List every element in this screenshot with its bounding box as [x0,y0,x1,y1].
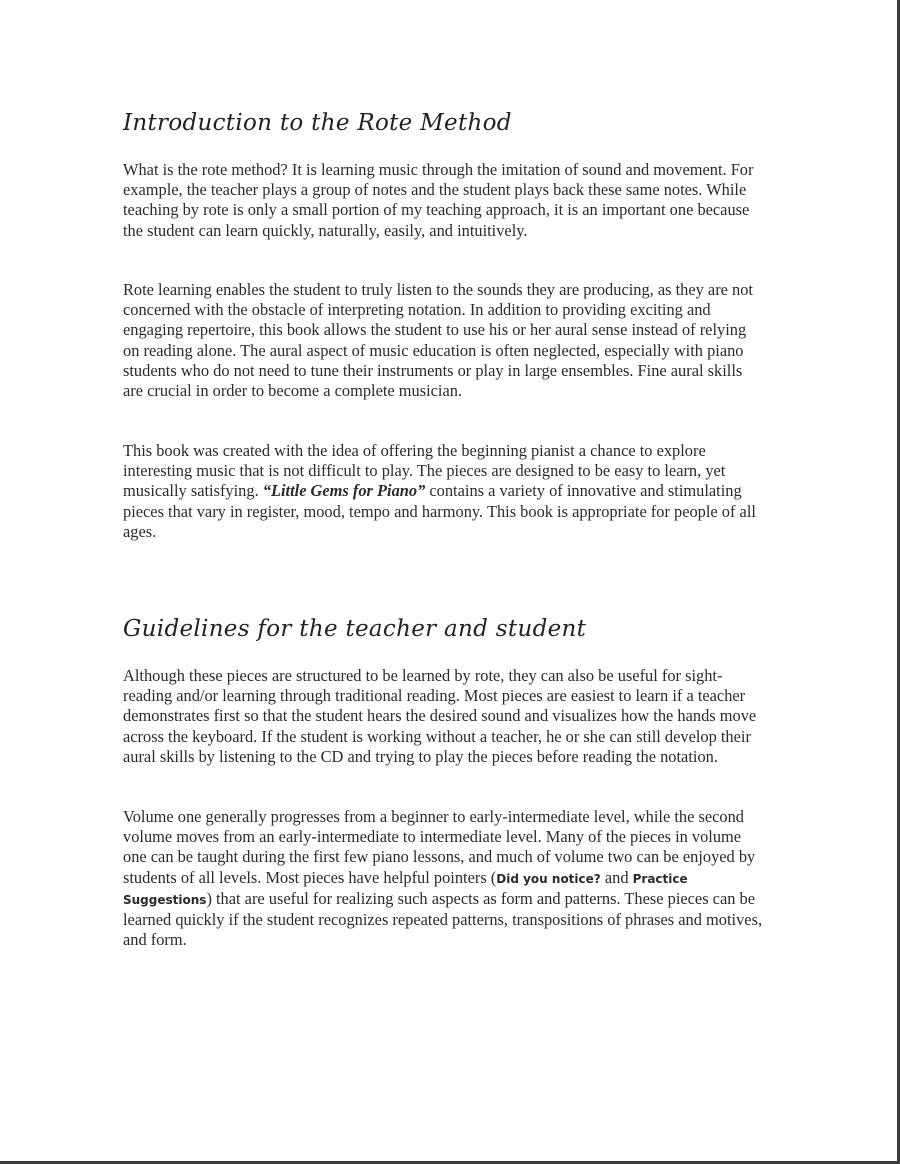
practice-suggestions-label: Practice Suggestions [123,871,688,907]
intro-paragraph-1: What is the rote method? It is learning music through the imitation of sound and movement. For example, the teacher plays a group of notes and the student plays back these same notes. While teaching by rote is only a small portion of my teaching approach, it is an important one because the student can learn quickly, naturally, easily, and intuitively. [123,160,754,240]
and-text: and [600,867,633,887]
intro-paragraph-3-text-b: contains a variety of innovative and stimulating pieces that vary in register, mood, tempo and harmony. This book is appropriate for people of all ages. [123,481,756,541]
guidelines-paragraph-2-text-b: ) that are useful for realizing such aspects as form and patterns. These pieces can be learned quickly if the student recognizes repeated patterns, transpositions of phrases and motives, and form. [123,888,763,950]
guidelines-paragraph-1: Although these pieces are structured to be learned by rote, they can also be useful for sight-reading and/or learning through traditional reading. Most pieces are easiest to learn if a teacher demonstrates first so that the student hears the desired sound and visualizes how the hands move across the keyboard. If the student is working without a teacher, he or she can still develop their aural skills by listening to the CD and trying to play the pieces before reading the notation. [123,666,757,766]
guidelines-paragraph-2 [123,807,763,950]
did-you-notice-label: Did you notice? [496,871,601,886]
guidelines-paragraph-2-text-a: Volume one generally progresses from a beginner to early-intermediate level, while the second volume moves from an early-intermediate to intermediate level. Many of the pieces in volume one can be taught during the first few piano lessons, and much of volume two can be enjoyed by students of all levels. Most pieces have helpful pointers ( [123,807,756,887]
intro-paragraph-3-text-a: This book was created with the idea of offering the beginning pianist a chance to explore interesting music that is not difficult to play. The pieces are designed to be easy to learn, yet musically satisfying. [123,441,726,501]
intro-paragraph-3 [123,441,763,542]
intro-paragraph-2: Rote learning enables the student to truly listen to the sounds they are producing, as they are not concerned with the obstacle of interpreting notation. In addition to providing exciting and engaging repertoire, this book allows the student to use his or her aural sense instead of relying on reading alone. The aural aspect of music education is often neglected, especially with piano students who do not need to tune their instruments or play in large ensembles. Fine aural skills are crucial in order to become a complete musician. [123,280,753,401]
guidelines-heading: Guidelines for the teacher and student [123,616,587,642]
intro-heading: Introduction to the Rote Method [123,110,512,136]
book-title: “Little Gems for Piano” [262,481,426,501]
